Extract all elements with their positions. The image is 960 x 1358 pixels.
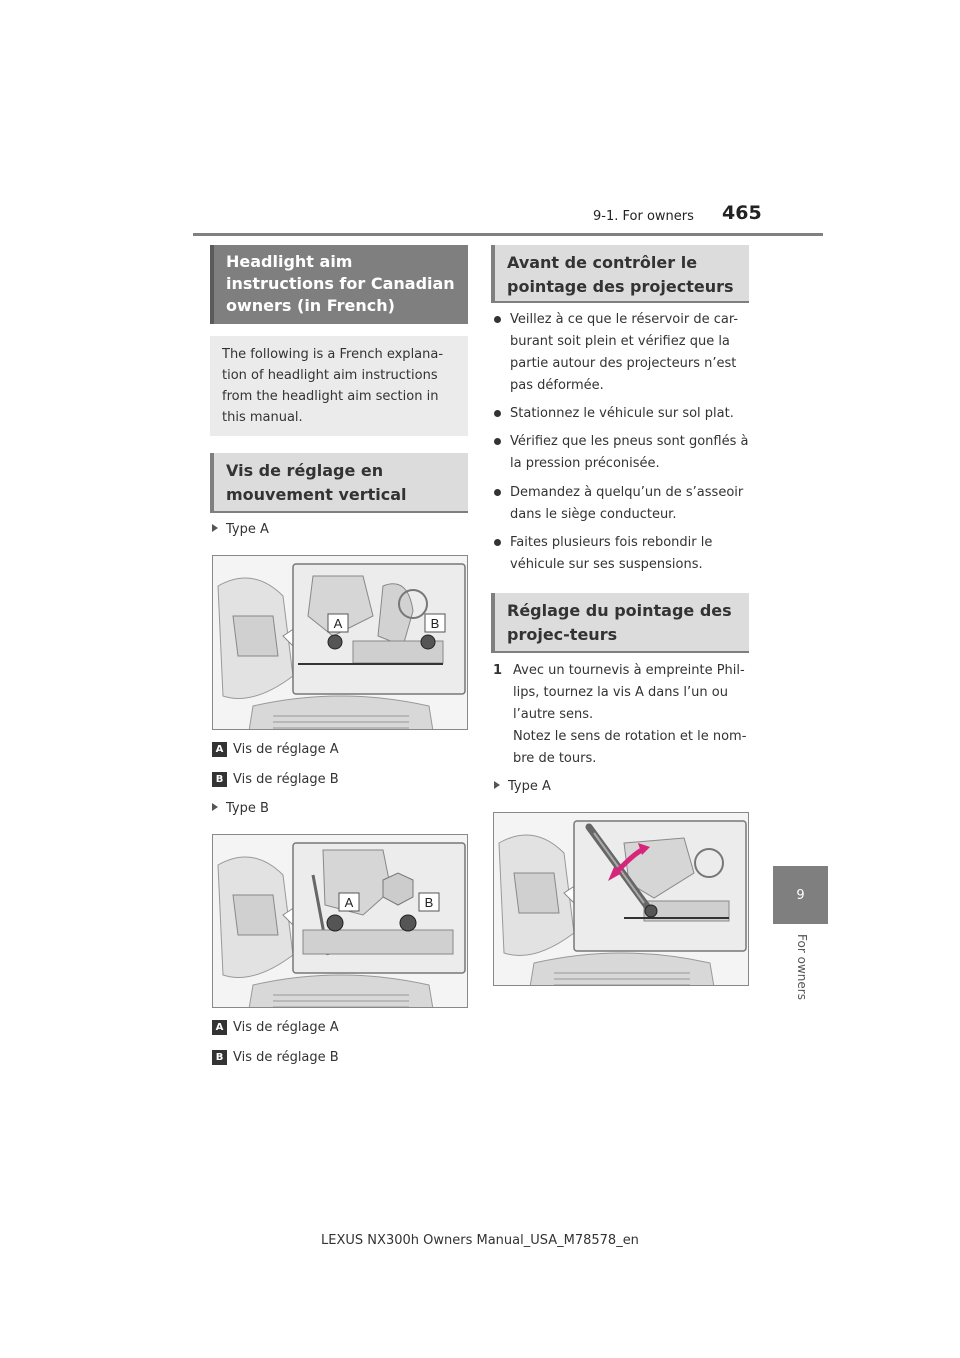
type-a-label-left: Type A <box>212 522 269 537</box>
figure-label-a: A <box>344 895 354 910</box>
chapter-side-label: For owners <box>795 934 809 1000</box>
page-number: 465 <box>722 202 762 224</box>
figure-label-b: B <box>424 895 434 910</box>
callout-b-type-b: B Vis de réglage B <box>212 1050 339 1065</box>
callout-a-type-b: A Vis de réglage A <box>212 1020 339 1035</box>
footer-manual-id: LEXUS NX300h Owners Manual_USA_M78578_en <box>321 1233 639 1248</box>
bullet-driver-seat: Demandez à quelqu’un de s’asseoir dans le siège conducteur. <box>493 482 755 526</box>
intro-note: The following is a French explana-tion of headlight aim instructions from the headlight aim section in this manual. <box>210 336 468 436</box>
type-a-label-right: Type A <box>494 779 551 794</box>
screwdriver-illustration <box>494 813 749 986</box>
triangle-bullet-icon <box>212 524 218 532</box>
figure-label-b: B <box>430 616 440 631</box>
callout-a-type-a: A Vis de réglage A <box>212 742 339 757</box>
bullet-fuel-tank: Veillez à ce que le réservoir de car-burant soit plein et vérifiez que la partie autour des projecteurs n’est pas déformée. <box>493 309 755 397</box>
callout-badge-b: B <box>212 1050 227 1065</box>
callout-b-type-a: B Vis de réglage B <box>212 772 339 787</box>
chapter-tab <box>773 866 828 924</box>
figure-type-a-screwdriver <box>493 812 749 986</box>
chapter-number: 9 <box>796 887 805 903</box>
figure-label-a: A <box>333 616 343 631</box>
step-1 <box>493 660 755 770</box>
subheading-vertical-screw: Vis de réglage en mouvement vertical <box>210 453 468 513</box>
heading-before-check: Avant de contrôler le pointage des projecteurs <box>491 245 749 303</box>
step-1-instruction: Avec un tournevis à empreinte Phil-lips, tournez la vis A dans l’un ou l’autre sens. <box>513 663 745 722</box>
engine-bay-illustration <box>213 556 468 730</box>
callout-badge-b: B <box>212 772 227 787</box>
triangle-bullet-icon <box>494 781 500 789</box>
figure-type-a-adjust-screws <box>212 555 468 730</box>
bullet-bounce: Faites plusieurs fois rebondir le véhicule sur ses suspensions. <box>493 532 755 576</box>
bullet-tire-pressure: Vérifiez que les pneus sont gonflés à la pression préconisée. <box>493 431 755 475</box>
callout-badge-a: A <box>212 742 227 757</box>
section-heading-canadian: Headlight aim instructions for Canadian owners (in French) <box>210 245 468 324</box>
header-rule <box>193 233 823 236</box>
callout-badge-a: A <box>212 1020 227 1035</box>
figure-type-b-adjust-screws <box>212 834 468 1008</box>
step-number: 1 <box>493 663 503 678</box>
heading-aim-adjustment: Réglage du pointage des projec-teurs <box>491 593 749 653</box>
section-title: 9-1. For owners <box>593 209 694 224</box>
engine-bay-illustration <box>213 835 468 1008</box>
triangle-bullet-icon <box>212 803 218 811</box>
bullet-flat-ground: Stationnez le véhicule sur sol plat. <box>493 403 755 425</box>
type-b-label: Type B <box>212 801 269 816</box>
step-1-note: Notez le sens de rotation et le nom-bre de tours. <box>513 729 747 766</box>
